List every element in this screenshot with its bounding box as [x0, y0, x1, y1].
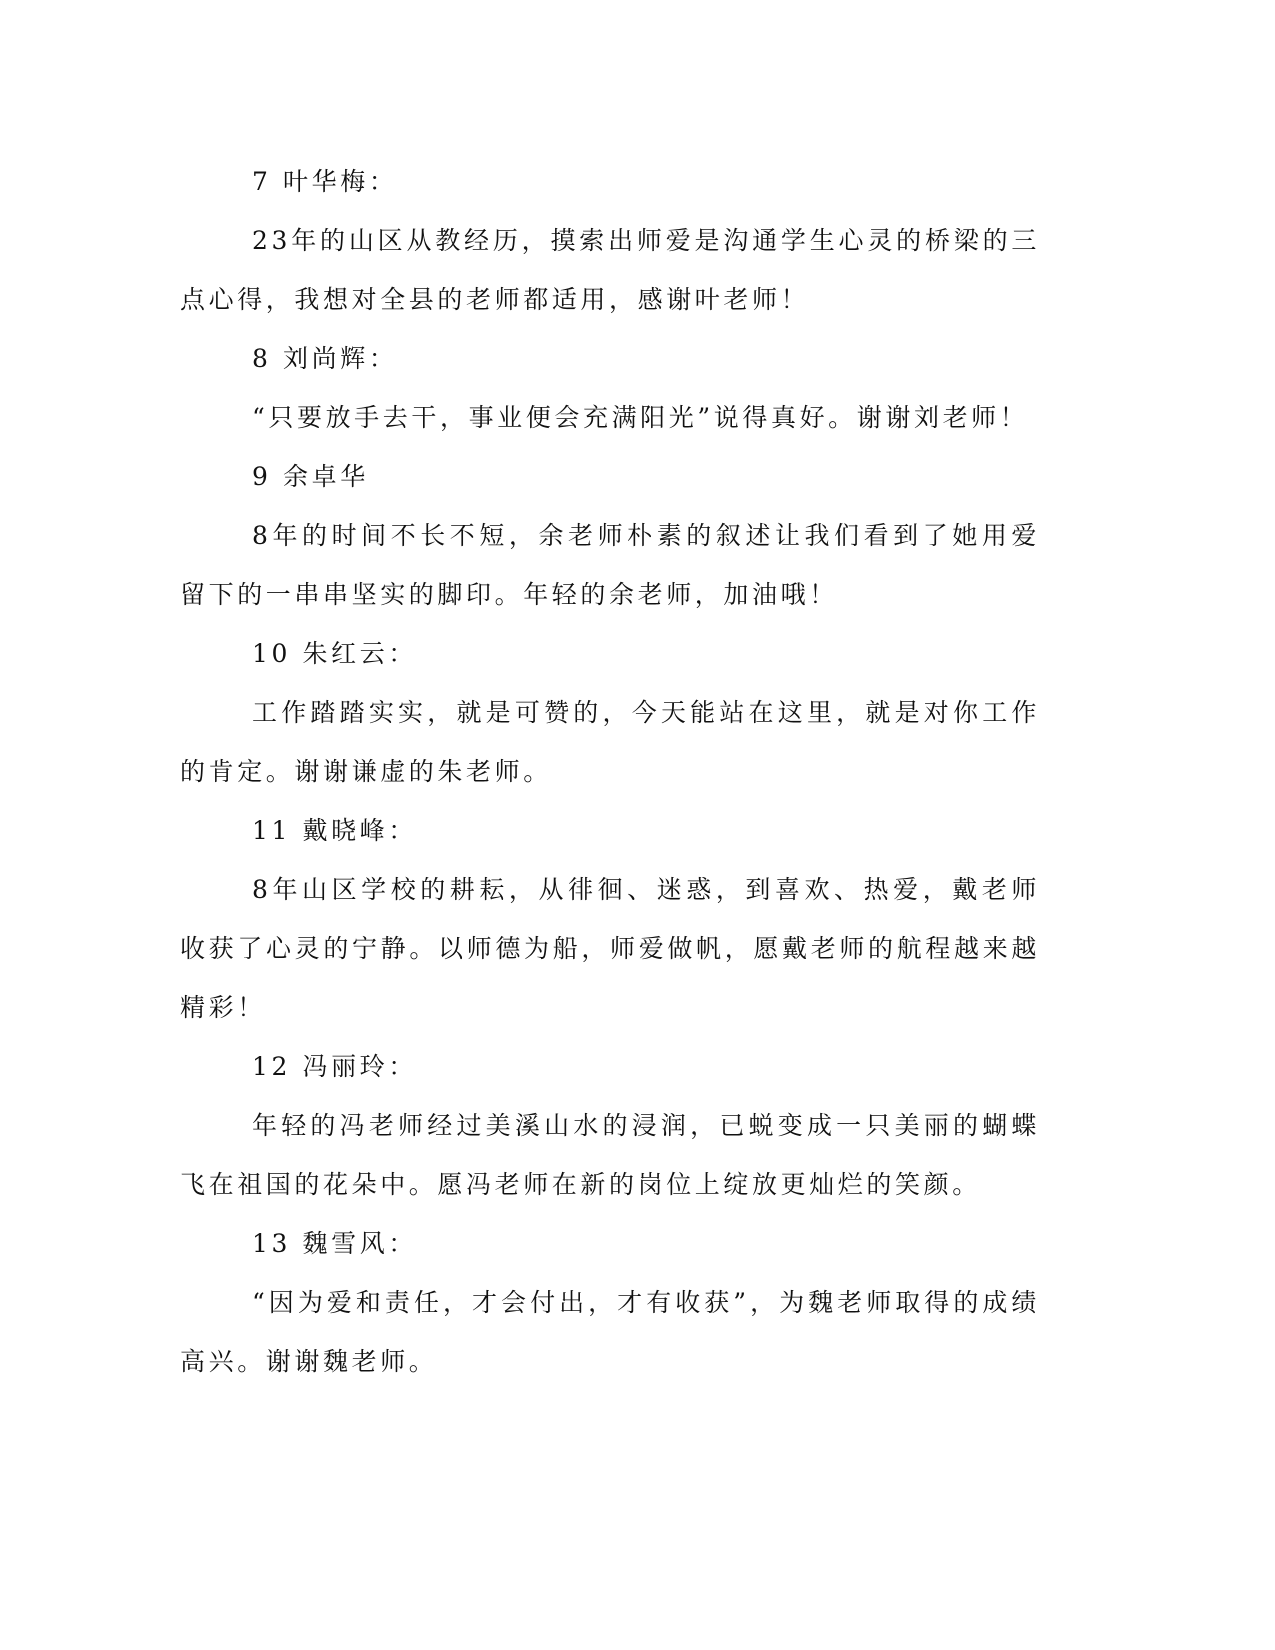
heading-zhu-hongyun: 10 朱红云：	[252, 639, 417, 668]
comment-feng-liling: 年轻的冯老师经过美溪山水的浸润，已蜕变成一只美丽的蝴蝶飞在祖国的花朵中。愿冯老师在新的岗位上绽放更灿烂的笑颜。	[180, 1111, 1040, 1199]
comment-dai-xiaofeng: 8年山区学校的耕耘，从徘徊、迷惑，到喜欢、热爱，戴老师收获了心灵的宁静。以师德为船，师爱做帆，愿戴老师的航程越来越精彩！	[180, 875, 1040, 1022]
heading-liu-shanghui: 8 刘尚辉：	[252, 344, 398, 373]
comment-zhu-hongyun: 工作踏踏实实，就是可赞的，今天能站在这里，就是对你工作的肯定。谢谢谦虚的朱老师。	[180, 698, 1040, 786]
comment-wei-xuefeng: “因为爱和责任，才会付出，才有收获”，为魏老师取得的成绩高兴。谢谢魏老师。	[180, 1288, 1040, 1376]
comment-liu-shanghui: “只要放手去干，事业便会充满阳光”说得真好。谢谢刘老师！	[252, 403, 1029, 432]
heading-ye-huamei: 7 叶华梅：	[252, 167, 398, 196]
heading-wei-xuefeng: 13 魏雪风：	[252, 1229, 417, 1258]
comment-yu-zhuohua: 8年的时间不长不短，余老师朴素的叙述让我们看到了她用爱留下的一串串坚实的脚印。年轻的余老师，加油哦！	[180, 521, 1040, 609]
heading-dai-xiaofeng: 11 戴晓峰：	[252, 816, 417, 845]
heading-yu-zhuohua: 9 余卓华	[252, 462, 369, 491]
document-page	[180, 152, 1040, 1391]
heading-feng-liling: 12 冯丽玲：	[252, 1052, 417, 1081]
comment-ye-huamei: 23年的山区从教经历，摸索出师爱是沟通学生心灵的桥梁的三点心得，我想对全县的老师都适用，感谢叶老师！	[180, 226, 1040, 314]
